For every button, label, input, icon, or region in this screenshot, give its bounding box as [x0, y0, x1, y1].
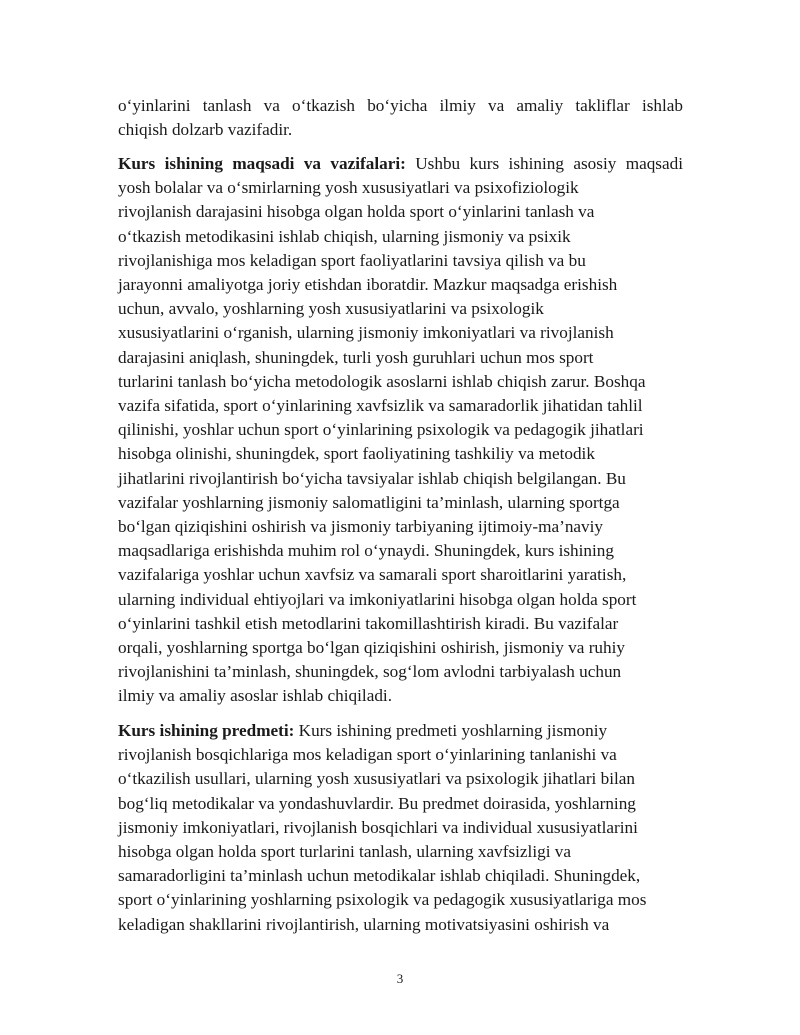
text-line: xususiyatlarini o‘rganish, ularning jismoniy imkoniyatlari va rivojlanish — [118, 323, 614, 343]
text-line: o‘yinlarini tanlash va o‘tkazish bo‘yicha ilmiy va amaliy takliflar ishlab — [118, 96, 683, 115]
text-line: ularning individual ehtiyojlari va imkoniyatlarini hisobga olgan holda sport — [118, 589, 637, 609]
text-line: rivojlanish bosqichlariga mos keladigan sport o‘yinlarining tanlanishi va — [118, 745, 617, 765]
text-line: darajasini aniqlash, shuningdek, turli yosh guruhlari uchun mos sport — [118, 347, 594, 367]
text-line: sport o‘yinlarining yoshlarning psixologik va pedagogik xususiyatlariga mos — [118, 890, 647, 910]
paragraph-goals — [118, 152, 683, 709]
text-line: chiqish dolzarb vazifadir. — [118, 120, 293, 140]
paragraph-intro — [118, 94, 683, 142]
paragraph-first-line — [118, 719, 683, 743]
text-line: jihatlarini rivojlantirish bo‘yicha tavsiyalar ishlab chiqish belgilangan. Bu — [118, 468, 626, 488]
text-line: rivojlanishiga mos keladigan sport faoliyatlarini tavsiya qilish va bu — [118, 250, 586, 270]
text-line: bog‘liq metodikalar va yondashuvlardir. Bu predmet doirasida, yoshlarning — [118, 793, 636, 813]
text-line: maqsadlariga erishishda muhim rol o‘ynaydi. Shuningdek, kurs ishining — [118, 541, 614, 561]
text-line: jarayonni amaliyotga joriy etishdan iboratdir. Mazkur maqsadga erishish — [118, 275, 618, 295]
text-line: vazifalariga yoshlar uchun xavfsiz va samarali sport sharoitlarini yaratish, — [118, 565, 627, 585]
text-line: vazifalar yoshlarning jismoniy salomatligini ta’minlash, ularning sportga — [118, 492, 620, 512]
text-line: o‘tkazish metodikasini ishlab chiqish, ularning jismoniy va psixik — [118, 226, 571, 246]
text-line: vazifa sifatida, sport o‘yinlarining xavfsizlik va samaradorlik jihatidan tahlil — [118, 396, 643, 416]
text-line: hisobga olgan holda sport turlarini tanlash, ularning xavfsizligi va — [118, 842, 571, 862]
text-line: rivojlanishini ta’minlash, shuningdek, sog‘lom avlodni tarbiyalash uchun — [118, 662, 622, 682]
text-line: turlarini tanlash bo‘yicha metodologik asoslarni ishlab chiqish zarur. Boshqa — [118, 371, 646, 391]
paragraph-first-line — [118, 152, 683, 176]
text-line: jismoniy imkoniyatlari, rivojlanish bosqichlari va individual xususiyatlarini — [118, 817, 638, 837]
text-line: o‘yinlarini tashkil etish metodlarini takomillashtirish kiradi. Bu vazifalar — [118, 613, 619, 633]
page-number: 3 — [396, 971, 404, 986]
text-line: uchun, avvalo, yoshlarning yosh xususiyatlarini va psixologik — [118, 299, 544, 319]
text-line: hisobga olinishi, shuningdek, sport faoliyatining tashkiliy va metodik — [118, 444, 595, 464]
paragraph-heading: Kurs ishining predmeti: — [118, 721, 295, 740]
text-line: samaradorligini ta’minlash uchun metodikalar ishlab chiqiladi. Shuningdek, — [118, 866, 641, 886]
text-line: o‘tkazilish usullari, ularning yosh xususiyatlari va psixologik jihatlari bilan — [118, 769, 635, 789]
text-line: bo‘lgan qiziqishini oshirish va jismoniy tarbiyaning ijtimoiy-ma’naviy — [118, 517, 604, 537]
text-line: keladigan shakllarini rivojlantirish, ularning motivatsiyasini oshirish va — [118, 914, 610, 934]
paragraph-first-line-text: Ushbu kurs ishining asosiy maqsadi — [405, 154, 683, 173]
text-line: orqali, yoshlarning sportga bo‘lgan qiziqishini oshirish, jismoniy va ruhiy — [118, 638, 625, 658]
paragraph-first-line-text: Kurs ishining predmeti yoshlarning jismoniy — [294, 721, 608, 740]
text-line: rivojlanish darajasini hisobga olgan holda sport o‘yinlarini tanlash va — [118, 202, 595, 222]
text-line: qilinishi, yoshlar uchun sport o‘yinlarining psixologik va pedagogik jihatlari — [118, 420, 644, 440]
paragraph-subject — [118, 719, 683, 937]
text-line: ilmiy va amaliy asoslar ishlab chiqiladi. — [118, 686, 392, 706]
text-line: yosh bolalar va o‘smirlarning yosh xususiyatlari va psixofiziologik — [118, 178, 579, 198]
paragraph-heading: Kurs ishining maqsadi va vazifalari: — [118, 154, 406, 173]
